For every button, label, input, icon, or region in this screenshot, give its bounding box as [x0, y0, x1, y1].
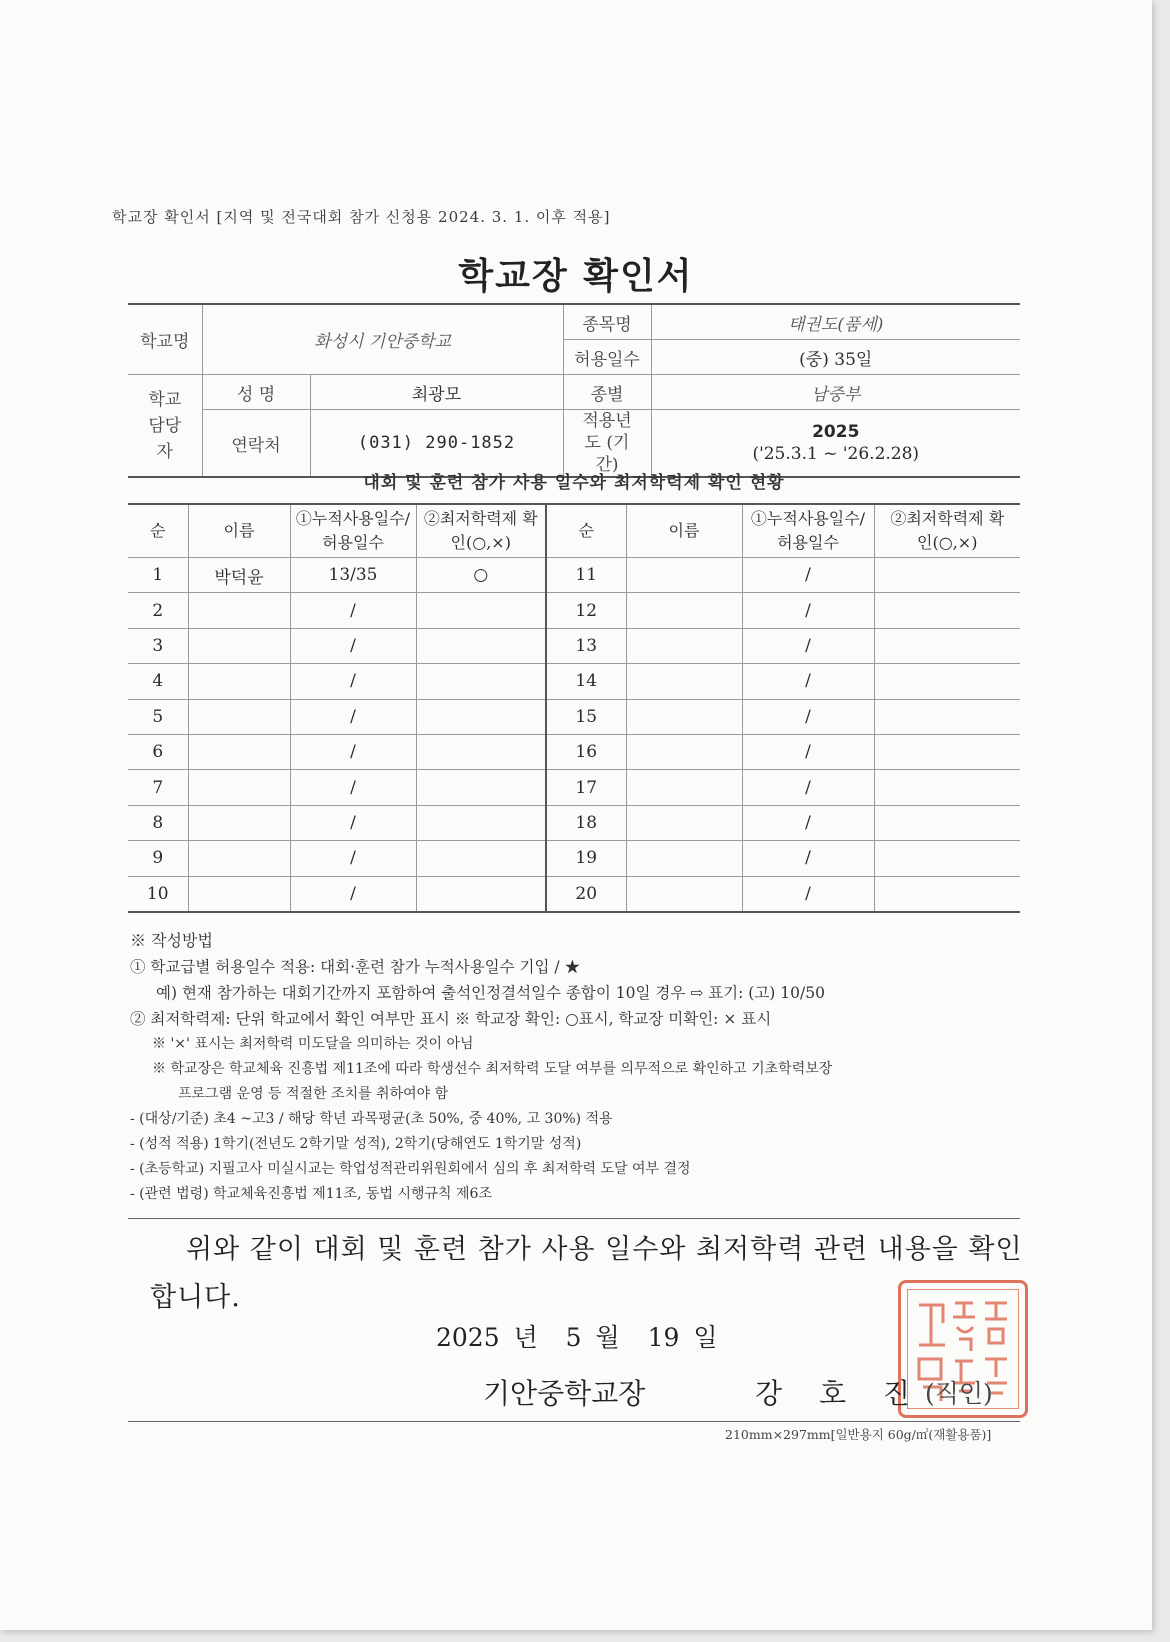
table-row — [128, 593, 1020, 628]
row-name — [626, 699, 742, 734]
row-no: 7 — [128, 770, 188, 805]
name-label: 성 명 — [202, 375, 310, 410]
row-check — [874, 699, 1020, 734]
row-name: 박덕윤 — [188, 558, 290, 593]
year-period: ('25.3.1 ~ '26.2.28) — [752, 444, 920, 464]
year-cell — [651, 410, 1020, 478]
row-no: 17 — [546, 770, 626, 805]
row-no: 16 — [546, 734, 626, 769]
section-title: 대회 및 훈련 참가 사용 일수와 최저학력제 확인 현황 — [363, 473, 785, 493]
date-day-unit: 일 — [693, 1323, 718, 1352]
row-check — [874, 734, 1020, 769]
row-name — [188, 593, 290, 628]
document-title: 학교장 확인서 — [458, 255, 694, 297]
row-no: 6 — [128, 734, 188, 769]
row-name — [626, 558, 742, 593]
instruction-2-note-b-cont: 프로그램 운영 등 적절한 조치를 취하여야 함 — [178, 1086, 449, 1102]
row-no: 9 — [128, 841, 188, 876]
name-value: 최광모 — [310, 375, 563, 410]
table-row — [128, 628, 1020, 663]
row-check — [874, 841, 1020, 876]
table-row — [128, 876, 1020, 912]
row-name — [626, 805, 742, 840]
table-row — [128, 699, 1020, 734]
row-name — [188, 664, 290, 699]
row-no: 13 — [546, 628, 626, 663]
row-check — [416, 876, 546, 912]
allowed-days-value: (중) 35일 — [651, 340, 1020, 375]
row-no: 11 — [546, 558, 626, 593]
row-check — [874, 558, 1020, 593]
row-days: / — [742, 805, 874, 840]
date-year: 2025 — [436, 1323, 500, 1352]
instruction-2-note-a: ※ '×' 표시는 최저학력 미도달을 의미하는 것이 아님 — [152, 1036, 474, 1052]
col-no-2: 순 — [546, 504, 626, 558]
row-no: 1 — [128, 558, 188, 593]
row-days: / — [742, 558, 874, 593]
row-check — [416, 593, 546, 628]
col-name-2: 이름 — [626, 504, 742, 558]
date-month-unit: 월 — [595, 1323, 620, 1352]
issue-date — [436, 1318, 717, 1354]
form-header-note: 학교장 확인서 [지역 및 전국대회 참가 신청용 2024. 3. 1. 이후 적용] — [112, 208, 611, 226]
school-info-table — [128, 303, 1020, 478]
category-label: 종별 — [563, 375, 651, 410]
row-name — [188, 699, 290, 734]
date-year-unit: 년 — [513, 1323, 538, 1352]
date-day: 19 — [647, 1323, 680, 1352]
allowed-days-label: 허용일수 — [563, 340, 651, 375]
row-name — [626, 664, 742, 699]
row-days: / — [742, 770, 874, 805]
contact-label: 연락처 — [202, 410, 310, 478]
row-check — [416, 628, 546, 663]
row-days: / — [742, 876, 874, 912]
row-days: / — [290, 876, 416, 912]
row-name — [626, 593, 742, 628]
row-no: 3 — [128, 628, 188, 663]
row-no: 18 — [546, 805, 626, 840]
col-days: ①누적사용일수/ 허용일수 — [290, 504, 416, 558]
date-month: 5 — [565, 1323, 582, 1352]
row-check — [874, 805, 1020, 840]
row-no: 12 — [546, 593, 626, 628]
school-name-label: 학교명 — [128, 304, 202, 375]
row-check — [874, 664, 1020, 699]
row-no: 5 — [128, 699, 188, 734]
row-days: / — [290, 593, 416, 628]
event-value: 태권도(품세) — [651, 304, 1020, 340]
staff-label: 학교 담당자 — [128, 375, 202, 478]
row-name — [188, 770, 290, 805]
row-days: / — [290, 841, 416, 876]
year-label: 적용년도 (기간) — [563, 410, 651, 478]
row-name — [626, 734, 742, 769]
row-no: 10 — [128, 876, 188, 912]
table-row — [128, 770, 1020, 805]
table-row — [128, 734, 1020, 769]
row-name — [626, 628, 742, 663]
row-days: / — [742, 628, 874, 663]
row-check — [416, 805, 546, 840]
row-check — [416, 770, 546, 805]
row-name — [188, 805, 290, 840]
paper-spec-footer: 210mm×297mm[일반용지 60g/㎡(재활용품)] — [725, 1427, 992, 1442]
col-days-2: ①누적사용일수/ 허용일수 — [742, 504, 874, 558]
row-days: / — [290, 805, 416, 840]
instructions-heading: ※ 작성방법 — [130, 931, 213, 950]
row-no: 4 — [128, 664, 188, 699]
signer-title: 기안중학교장 — [483, 1377, 646, 1410]
row-check — [416, 841, 546, 876]
row-name — [626, 876, 742, 912]
row-name — [188, 841, 290, 876]
row-check — [874, 593, 1020, 628]
row-check: ○ — [416, 558, 546, 593]
participation-table — [128, 503, 1020, 913]
instruction-2-note-b: ※ 학교장은 학교체육 진흥법 제11조에 따라 학생선수 최저학력 도달 여부를 의무적으로 확인하고 기초학력보장 — [152, 1061, 833, 1077]
row-days: / — [742, 593, 874, 628]
detail-elementary: - (초등학교) 지필고사 미실시교는 학업성적관리위원회에서 심의 후 최저학력 도달 여부 결정 — [130, 1161, 691, 1177]
contact-value: (031) 290-1852 — [310, 410, 563, 478]
row-days: / — [742, 734, 874, 769]
row-days: / — [290, 664, 416, 699]
row-check — [874, 876, 1020, 912]
row-no: 20 — [546, 876, 626, 912]
table-row — [128, 805, 1020, 840]
instruction-2: ② 최저학력제: 단위 학교에서 확인 여부만 표시 ※ 학교장 확인: ○표시, 학교장 미확인: × 표시 — [130, 1010, 772, 1028]
footer-divider — [128, 1421, 1020, 1422]
row-check — [416, 664, 546, 699]
table-row — [128, 664, 1020, 699]
row-check — [416, 699, 546, 734]
row-name — [626, 841, 742, 876]
confirmation-line-2: 합니다. — [150, 1282, 241, 1313]
confirmation-line-1: 위와 같이 대회 및 훈련 참가 사용 일수와 최저학력 관련 내용을 확인 — [186, 1234, 1023, 1265]
col-name: 이름 — [188, 504, 290, 558]
year-value: 2025 — [812, 422, 860, 442]
row-no: 8 — [128, 805, 188, 840]
row-days: / — [290, 628, 416, 663]
row-days: / — [290, 699, 416, 734]
instructions — [130, 928, 1030, 1207]
row-days: / — [742, 664, 874, 699]
instruction-1: ① 학교급별 허용일수 적용: 대회·훈련 참가 누적사용일수 기입 / ★ — [130, 958, 581, 976]
row-check — [416, 734, 546, 769]
row-name — [188, 628, 290, 663]
event-label: 종목명 — [563, 304, 651, 340]
detail-law: - (관련 법령) 학교체육진흥법 제11조, 동법 시행규칙 제6조 — [130, 1186, 492, 1202]
signer-name: 강 호 진 — [755, 1377, 924, 1410]
row-no: 14 — [546, 664, 626, 699]
row-check — [874, 770, 1020, 805]
col-check: ②최저학력제 확인(○,×) — [416, 504, 546, 558]
detail-grades: - (성적 적용) 1학기(전년도 2학기말 성적), 2학기(당해연도 1학기말 성적) — [130, 1136, 582, 1152]
row-name — [188, 876, 290, 912]
table-row — [128, 558, 1020, 593]
divider — [128, 1218, 1020, 1219]
row-days: / — [290, 734, 416, 769]
row-days: / — [290, 770, 416, 805]
row-no: 2 — [128, 593, 188, 628]
seal-label: (직인) — [925, 1379, 993, 1408]
row-no: 19 — [546, 841, 626, 876]
row-days: / — [742, 841, 874, 876]
row-no: 15 — [546, 699, 626, 734]
detail-target: - (대상/기준) 초4 ~고3 / 해당 학년 과목평균(초 50%, 중 40%, 고 30%) 적용 — [130, 1111, 613, 1127]
row-days: / — [742, 699, 874, 734]
row-name — [626, 770, 742, 805]
school-name-value: 화성시 기안중학교 — [202, 304, 563, 375]
category-value: 남중부 — [651, 375, 1020, 410]
col-check-2: ②최저학력제 확인(○,×) — [874, 504, 1020, 558]
row-days: 13/35 — [290, 558, 416, 593]
col-no: 순 — [128, 504, 188, 558]
instruction-1-example: 예) 현재 참가하는 대회기간까지 포함하여 출석인정결석일수 종합이 10일 경우 ⇨ 표기: (고) 10/50 — [156, 984, 825, 1002]
table-row — [128, 841, 1020, 876]
row-name — [188, 734, 290, 769]
row-check — [874, 628, 1020, 663]
